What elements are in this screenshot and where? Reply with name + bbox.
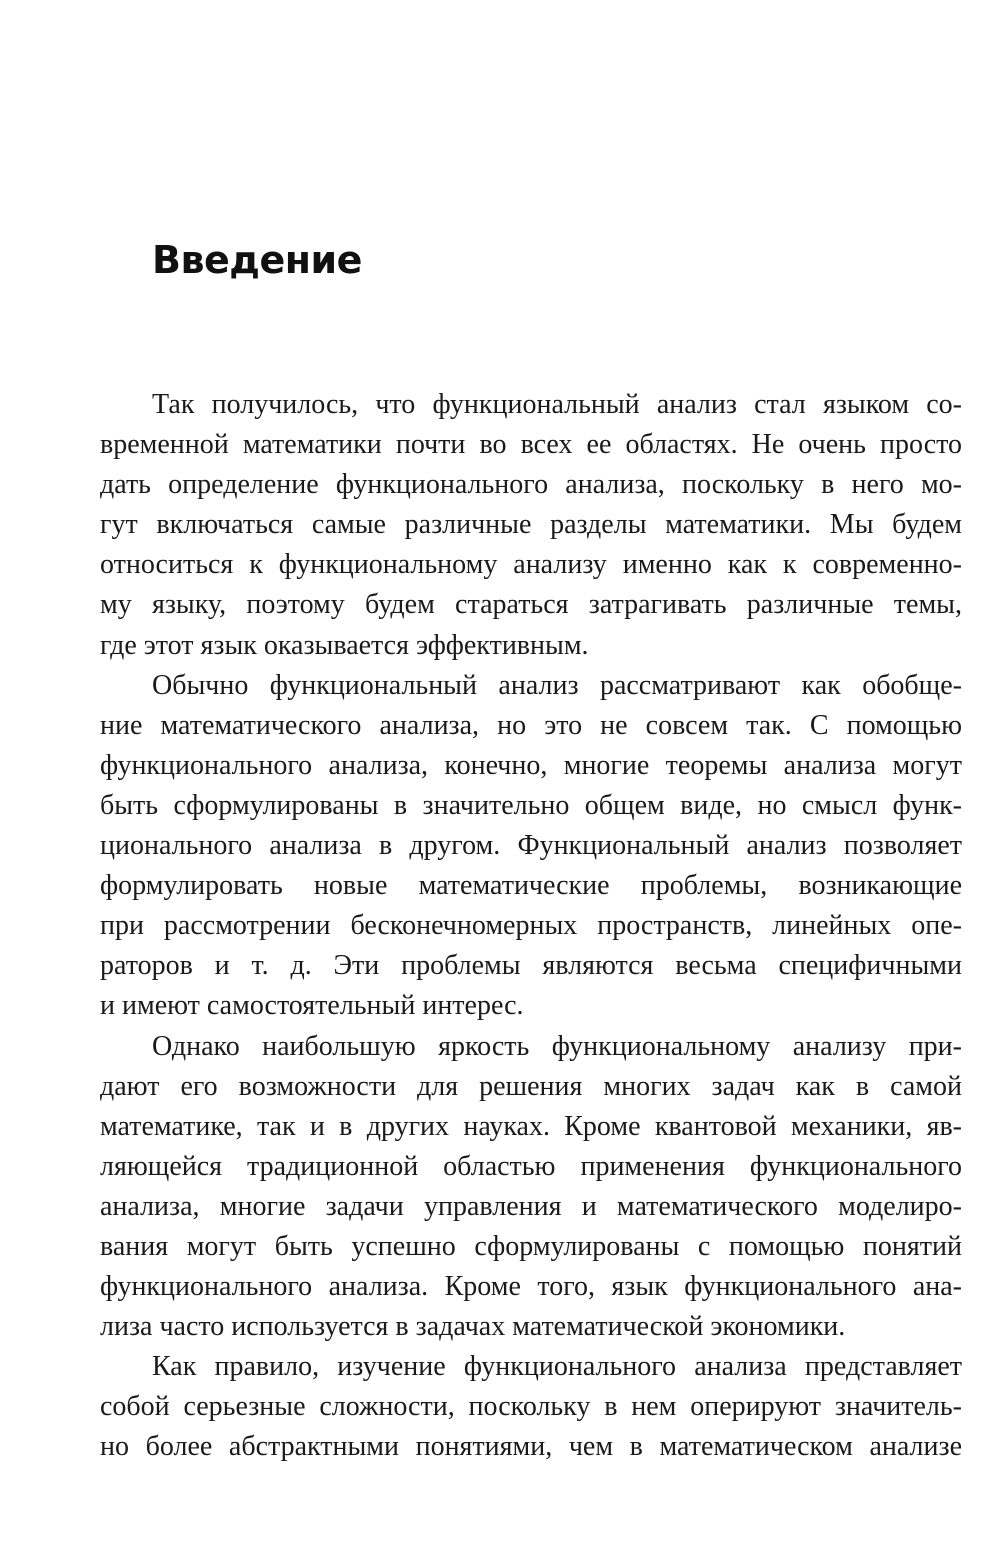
paragraph-line: Обычно функциональный анализ рассматривают как обобще- [152,669,962,701]
paragraph-line: временной математики почти во всех ее областях. Не очень просто [100,429,962,461]
paragraph-line: где этот язык оказывается эффективным. [100,629,589,661]
paragraph-line: математике, так и в других науках. Кроме квантовой механики, яв- [100,1110,962,1142]
paragraph-line: вания могут быть успешно сформулированы с помощью понятий [100,1230,962,1262]
body-text [100,385,962,1468]
paragraph-line: относиться к функциональному анализу именно как к современно- [100,549,962,581]
paragraph-line: собой серьезные сложности, поскольку в нем оперируют значитель- [100,1391,962,1423]
paragraph-line: при рассмотрении бесконечномерных пространств, линейных опе- [100,910,962,942]
paragraph-line: функционального анализа. Кроме того, язык функционального ана- [100,1271,962,1303]
chapter-title: Введение [152,238,362,282]
paragraph-line: лиза часто используется в задачах математической экономики. [100,1311,846,1343]
paragraph-line: дать определение функционального анализа, поскольку в него мо- [100,469,962,501]
paragraph-line: раторов и т. д. Эти проблемы являются весьма специфичными [100,950,962,982]
paragraph-line: дают его возможности для решения многих задач как в самой [100,1070,962,1102]
paragraph-line: Как правило, изучение функционального анализа представляет [152,1351,962,1383]
paragraph-line: гут включаться самые различные разделы математики. Мы будем [100,509,962,541]
paragraph-line: Так получилось, что функциональный анализ стал языком со- [152,389,962,420]
paragraph-line: анализа, многие задачи управления и математического моделиро- [100,1190,962,1222]
paragraph-line: ляющейся традиционной областью применения функционального [100,1150,962,1182]
paragraph-line: формулировать новые математические проблемы, возникающие [100,870,962,902]
paragraph-line: ние математического анализа, но это не совсем так. С помощью [100,709,962,741]
paragraph-line: быть сформулированы в значительно общем виде, но смысл функ- [100,789,962,821]
paragraph-line: ционального анализа в другом. Функциональный анализ позволяет [100,830,962,862]
paragraph-line: но более абстрактными понятиями, чем в математическом анализе [100,1431,962,1463]
paragraph-line: и имеют самостоятельный интерес. [100,990,524,1022]
paragraph-line: Однако наибольшую яркость функциональному анализу при- [152,1030,962,1062]
paragraph-line: му языку, поэтому будем стараться затрагивать различные темы, [100,589,962,621]
paragraph-line: функционального анализа, конечно, многие теоремы анализа могут [100,749,962,781]
